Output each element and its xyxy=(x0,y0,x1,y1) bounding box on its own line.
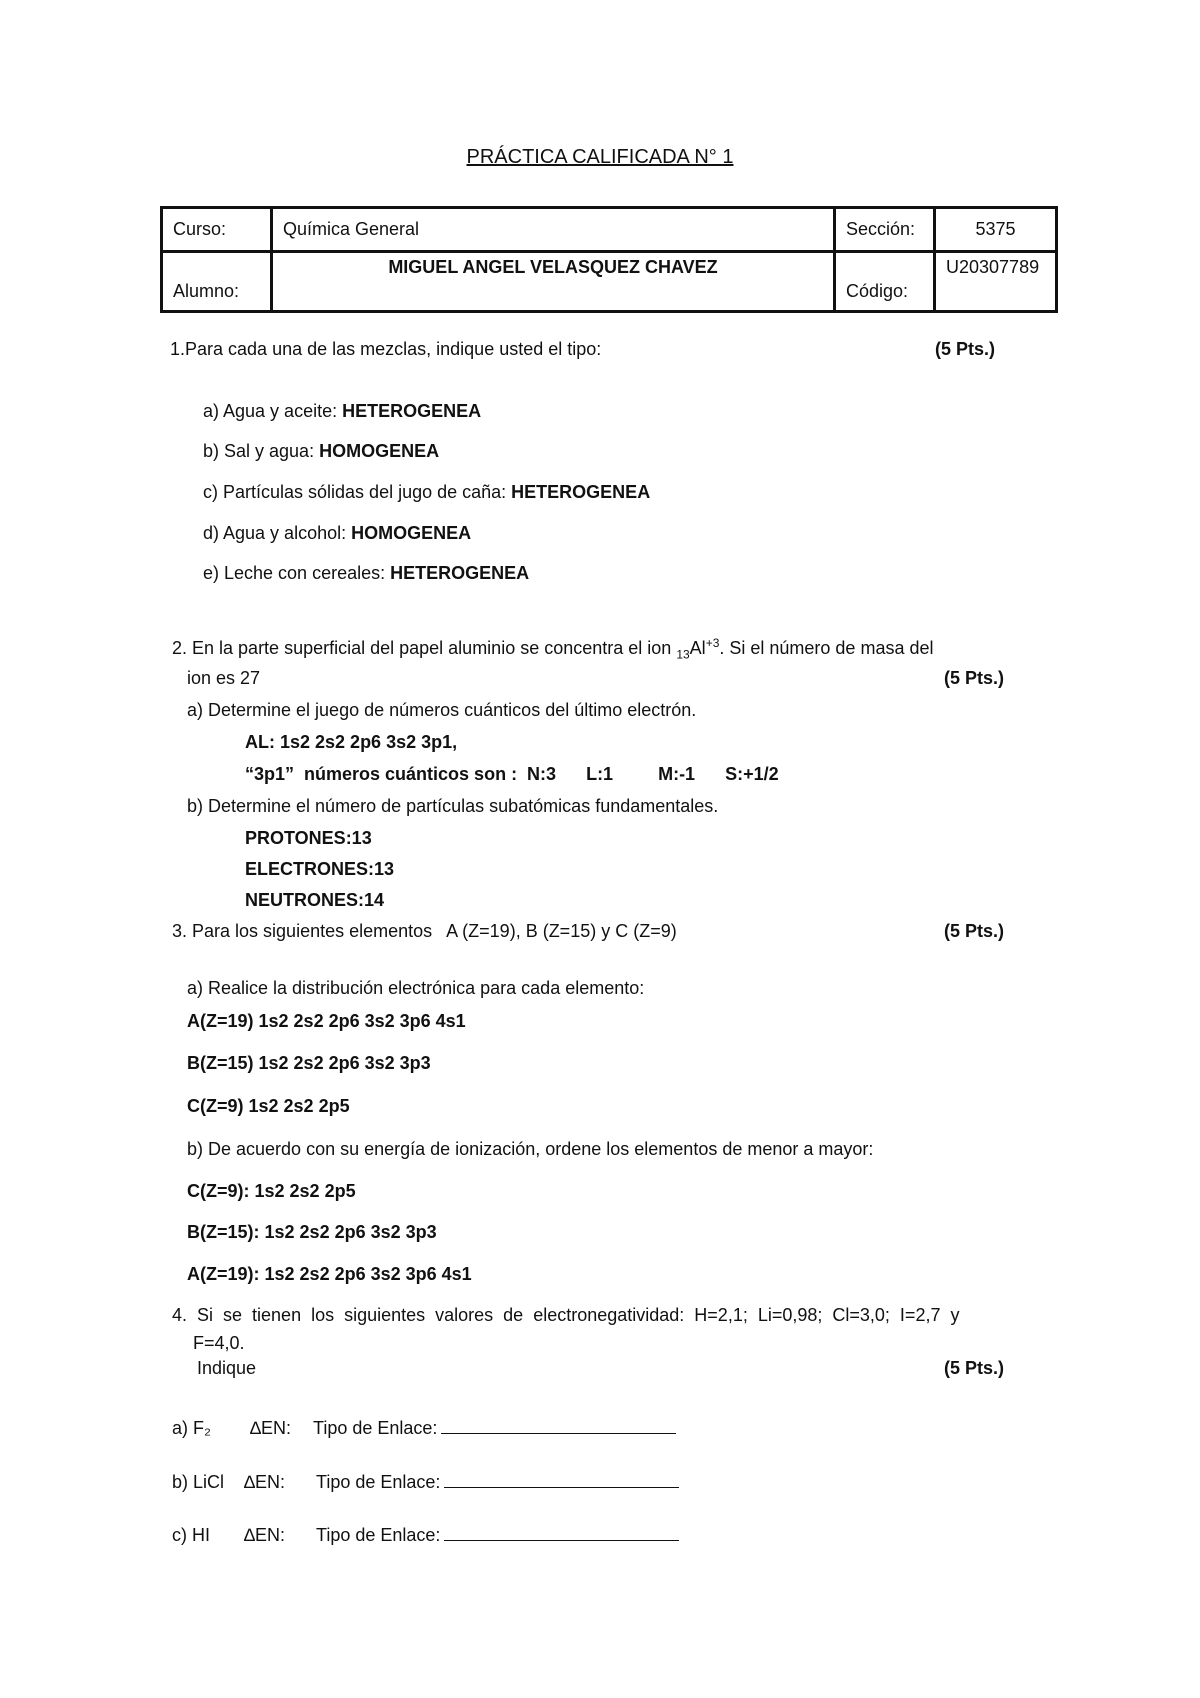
codigo-value: U20307789 xyxy=(935,252,1057,312)
q1-item-b: b) Sal y agua: HOMOGENEA xyxy=(203,441,440,461)
q4-item-b: b) LiCl ∆EN: Tipo de Enlace: xyxy=(172,1469,679,1493)
q3-b-line: B(Z=15): 1s2 2s2 2p6 3s2 3p3 xyxy=(187,1222,437,1242)
q2-b-line: PROTONES:13 xyxy=(245,828,372,848)
q3-b-label: b) De acuerdo con su energía de ionización, ordene los elementos de menor a mayor: xyxy=(187,1139,874,1159)
student-info-table xyxy=(160,206,1058,313)
q2-prompt-line2: ion es 27 xyxy=(187,668,261,688)
q3-a-label: a) Realice la distribución electrónica para cada elemento: xyxy=(187,978,645,998)
curso-label: Curso: xyxy=(162,208,272,252)
q3-a-line: B(Z=15) 1s2 2s2 2p6 3s2 3p3 xyxy=(187,1053,431,1073)
q3-points: (5 Pts.) xyxy=(944,921,1005,941)
alumno-label: Alumno: xyxy=(162,252,272,312)
answer-blank[interactable] xyxy=(441,1415,676,1434)
q4-prompt-line1: 4. Si se tienen los siguientes valores de electronegatividad: H=2,1; Li=0,98; Cl=3,0; I=2,7 y xyxy=(172,1305,960,1325)
q1-item-c: c) Partículas sólidas del jugo de caña: HETEROGENEA xyxy=(203,482,651,502)
table-row xyxy=(162,252,1057,312)
q3-b-line: C(Z=9): 1s2 2s2 2p5 xyxy=(187,1181,356,1201)
q1-item-a: a) Agua y aceite: HETEROGENEA xyxy=(203,401,482,421)
q4-indique: Indique xyxy=(197,1358,257,1378)
q1-points: (5 Pts.) xyxy=(935,339,996,359)
table-row xyxy=(162,208,1057,252)
answer-blank[interactable] xyxy=(444,1522,679,1541)
curso-value: Química General xyxy=(272,208,835,252)
page-title: PRÁCTICA CALIFICADA N° 1 xyxy=(466,146,734,168)
q3-prompt: 3. Para los siguientes elementos A (Z=19), B (Z=15) y C (Z=9) xyxy=(172,921,677,941)
q3-a-line: C(Z=9) 1s2 2s2 2p5 xyxy=(187,1096,350,1116)
q4-item-c: c) HI ∆EN: Tipo de Enlace: xyxy=(172,1522,679,1546)
q2-b-line: ELECTRONES:13 xyxy=(245,859,395,879)
q1-item-e: e) Leche con cereales: HETEROGENEA xyxy=(203,563,530,583)
q2-a-line1: AL: 1s2 2s2 2p6 3s2 3p1, xyxy=(245,732,458,752)
q2-b-line: NEUTRONES:14 xyxy=(245,890,385,910)
q2-a-line2: “3p1” números cuánticos son : N:3 L:1 M:-1 S:+1/2 xyxy=(245,764,779,784)
q2-b-label: b) Determine el número de partículas subatómicas fundamentales. xyxy=(187,796,719,816)
q4-item-a: a) F₂ ∆EN: Tipo de Enlace: xyxy=(172,1415,676,1439)
q2-prompt: 2. En la parte superficial del papel aluminio se concentra el ion $_{13}Al^{+3}$. Si el número de masa del xyxy=(172,636,934,662)
q2-a-label: a) Determine el juego de números cuánticos del último electrón. xyxy=(187,700,697,720)
q1-prompt: 1.Para cada una de las mezclas, indique usted el tipo: xyxy=(170,339,602,359)
q4-points: (5 Pts.) xyxy=(944,1358,1005,1378)
q1-item-d: d) Agua y alcohol: HOMOGENEA xyxy=(203,523,472,543)
q4-prompt-line2: F=4,0. xyxy=(193,1333,245,1353)
seccion-label: Sección: xyxy=(835,208,935,252)
q3-b-line: A(Z=19): 1s2 2s2 2p6 3s2 3p6 4s1 xyxy=(187,1264,472,1284)
q2-points: (5 Pts.) xyxy=(944,668,1005,688)
alumno-value: MIGUEL ANGEL VELASQUEZ CHAVEZ xyxy=(272,252,835,312)
q3-a-line: A(Z=19) 1s2 2s2 2p6 3s2 3p6 4s1 xyxy=(187,1011,466,1031)
seccion-value: 5375 xyxy=(935,208,1057,252)
codigo-label: Código: xyxy=(835,252,935,312)
answer-blank[interactable] xyxy=(444,1469,679,1488)
